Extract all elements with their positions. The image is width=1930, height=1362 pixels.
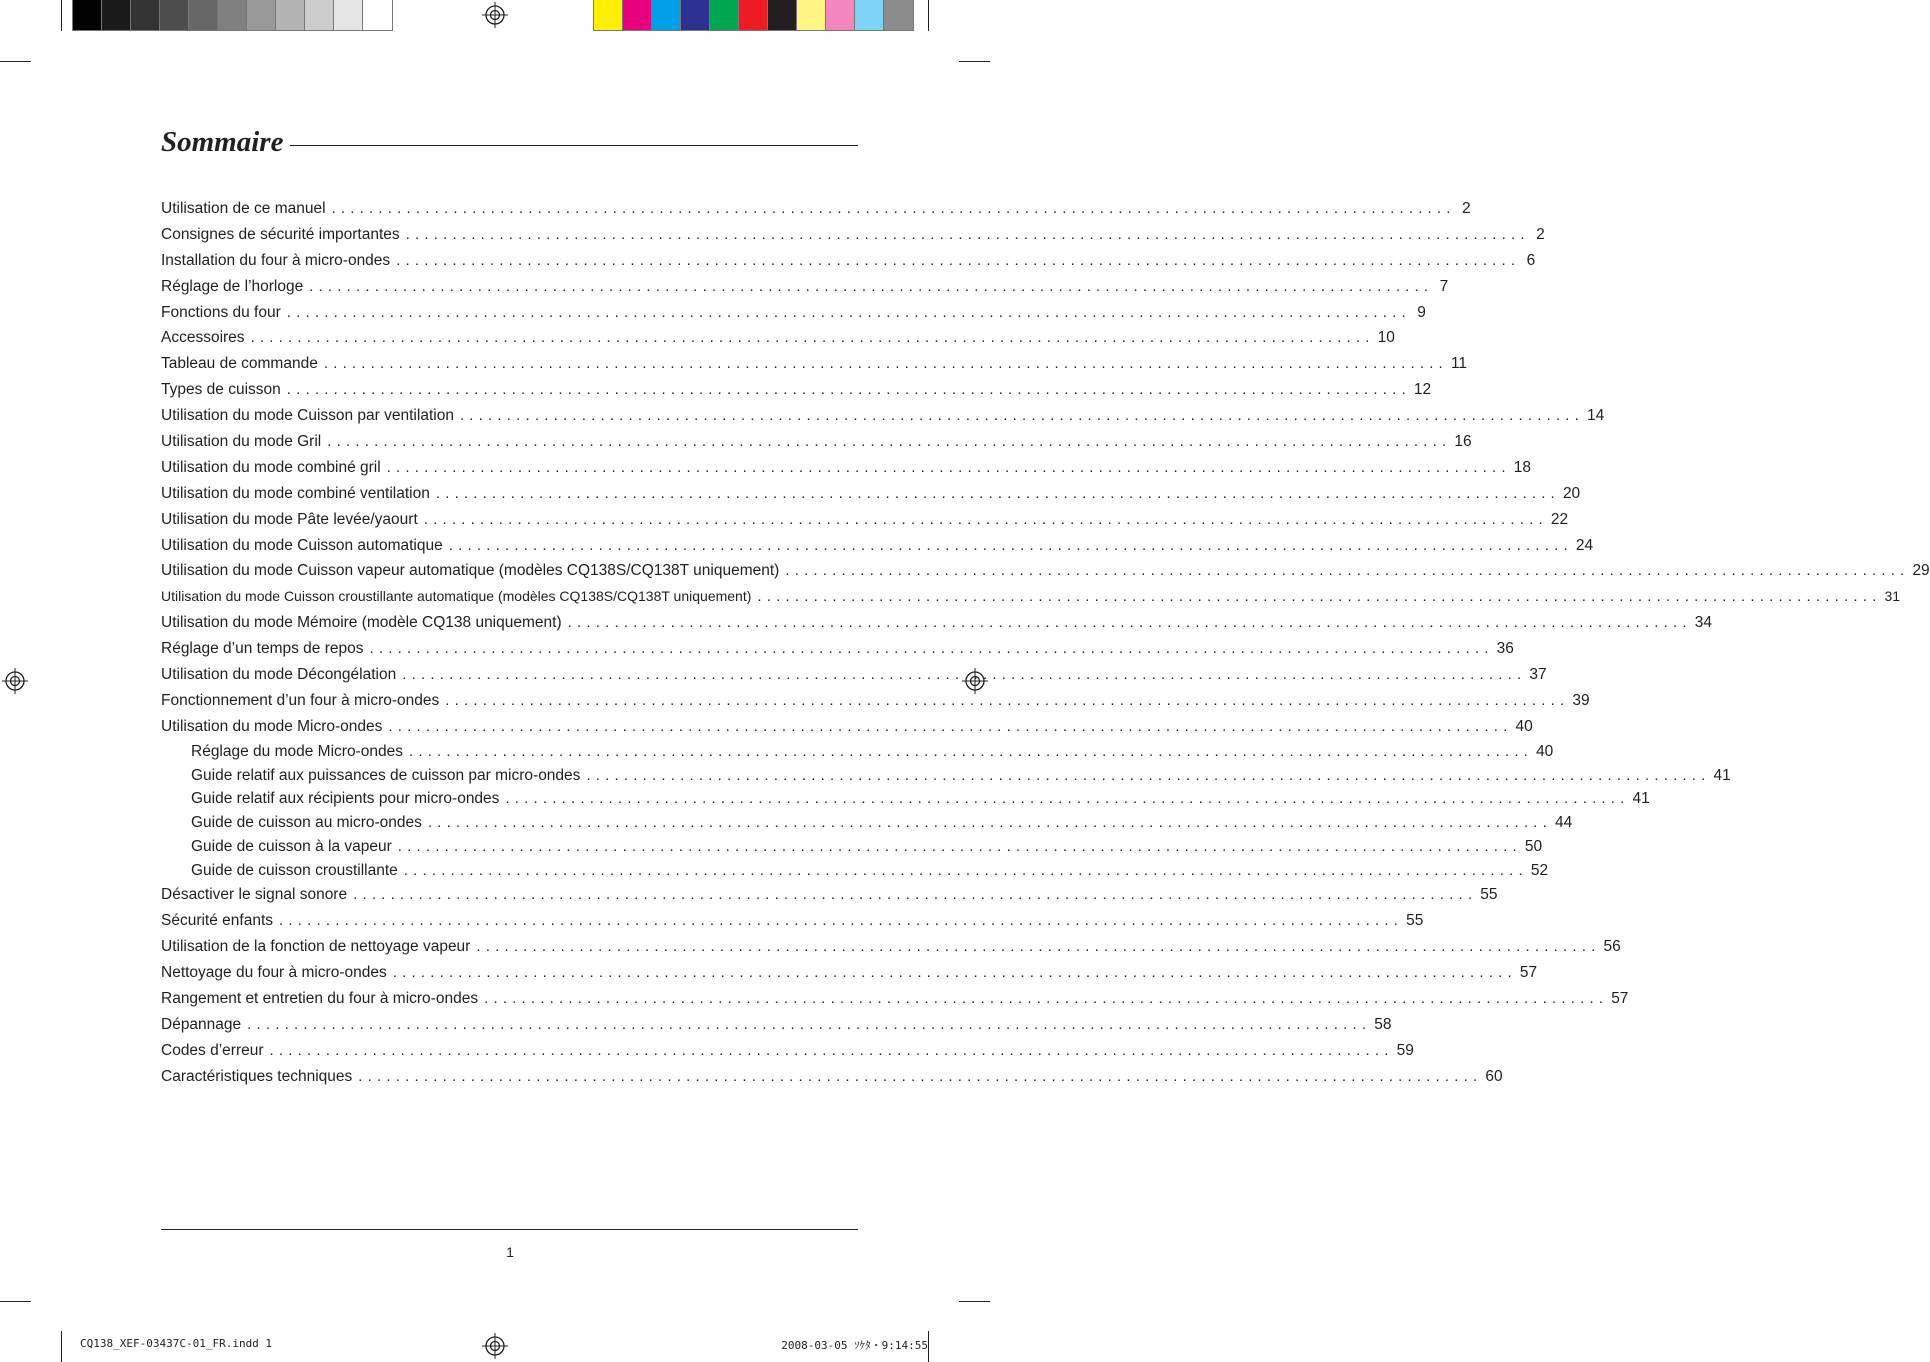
toc-entry-page: 50 bbox=[1524, 837, 1543, 855]
toc-entry[interactable] bbox=[161, 403, 1605, 429]
dot-leader: ........................................................................................................................ bbox=[247, 1015, 1372, 1033]
toc-entry-page: 41 bbox=[1713, 766, 1731, 784]
color-swatch bbox=[797, 0, 826, 30]
gray-swatch bbox=[334, 0, 363, 30]
toc-entry[interactable] bbox=[161, 351, 1468, 377]
toc-entry[interactable] bbox=[161, 196, 1471, 222]
dot-leader: ........................................................................................................................ bbox=[358, 1067, 1483, 1085]
page-heading bbox=[161, 122, 858, 162]
gray-swatch bbox=[131, 0, 160, 30]
crop-mark bbox=[928, 1331, 929, 1362]
toc-entry[interactable] bbox=[161, 636, 1514, 662]
toc-entry-label: Fonctions du four bbox=[161, 303, 281, 321]
toc-entry[interactable] bbox=[161, 455, 1532, 481]
dot-leader: ........................................................................................................................ bbox=[369, 640, 1494, 658]
title-rule bbox=[290, 145, 858, 146]
dot-leader: ........................................................................................................................ bbox=[250, 329, 1375, 347]
registration-mark-icon bbox=[482, 2, 508, 28]
dot-leader: ........................................................................................................................ bbox=[392, 964, 1517, 982]
crop-mark bbox=[959, 1301, 990, 1302]
gray-swatch bbox=[102, 0, 131, 30]
gray-calibration-bar bbox=[72, 0, 393, 31]
crop-mark bbox=[61, 0, 62, 31]
toc-entry-page: 31 bbox=[1884, 588, 1901, 605]
toc-entry-label: Utilisation du mode Pâte levée/yaourt bbox=[161, 510, 418, 528]
toc-entry-page: 56 bbox=[1603, 938, 1621, 956]
toc-entry-label: Utilisation du mode Décongélation bbox=[161, 666, 397, 684]
toc-entry-label: Utilisation du mode Micro-ondes bbox=[161, 717, 383, 735]
toc-subentry[interactable] bbox=[161, 811, 1573, 835]
dot-leader: ........................................................................................................................ bbox=[269, 1041, 1394, 1059]
page-title: Sommaire bbox=[161, 126, 284, 158]
color-swatch bbox=[623, 0, 652, 30]
toc-entry-label: Guide relatif aux puissances de cuisson par micro-ondes bbox=[191, 766, 581, 784]
toc-entry[interactable] bbox=[161, 429, 1472, 455]
toc-entry[interactable] bbox=[161, 533, 1594, 559]
gray-swatch bbox=[363, 0, 392, 30]
toc-entry[interactable] bbox=[161, 558, 1930, 584]
dot-leader: ........................................................................................................................ bbox=[435, 484, 1560, 502]
dot-leader: ........................................................................................................................ bbox=[427, 814, 1553, 832]
toc-entry-page: 55 bbox=[1406, 912, 1424, 930]
dot-leader: ........................................................................................................................ bbox=[402, 666, 1527, 684]
toc-entry-page: 12 bbox=[1413, 381, 1432, 399]
toc-entry-page: 59 bbox=[1396, 1041, 1414, 1059]
dot-leader: ........................................................................................................................ bbox=[286, 303, 1411, 321]
toc-entry-page: 60 bbox=[1485, 1067, 1503, 1085]
color-swatch bbox=[884, 0, 913, 30]
toc-subentry[interactable] bbox=[161, 787, 1650, 811]
toc-entry[interactable] bbox=[161, 908, 1424, 934]
toc-entry-page: 2 bbox=[1462, 200, 1471, 217]
gray-swatch bbox=[160, 0, 189, 30]
dot-leader: ........................................................................................................................ bbox=[408, 742, 1534, 760]
toc-entry-page: 37 bbox=[1529, 666, 1547, 684]
toc-entry-label: Nettoyage du four à micro-ondes bbox=[161, 964, 387, 982]
toc-subentry[interactable] bbox=[161, 835, 1543, 859]
toc-entry[interactable] bbox=[161, 481, 1581, 507]
toc-entry-page: 24 bbox=[1575, 536, 1594, 554]
crop-mark bbox=[959, 61, 990, 62]
crop-mark bbox=[61, 1331, 62, 1362]
toc-entry[interactable] bbox=[161, 1038, 1414, 1064]
toc-entry-label: Utilisation du mode Gril bbox=[161, 433, 322, 451]
dot-leader: ........................................................................................................................ bbox=[327, 433, 1452, 451]
toc-entry-label: Utilisation du mode Cuisson vapeur automatique (modèles CQ138S/CQ138T uniquement) bbox=[161, 562, 780, 580]
toc-entry-label: Utilisation du mode Cuisson automatique bbox=[161, 536, 443, 554]
toc-entry[interactable] bbox=[161, 300, 1426, 326]
gray-swatch bbox=[218, 0, 247, 30]
dot-leader: ........................................................................................................................ bbox=[445, 691, 1570, 709]
toc-entry-label: Installation du four à micro-ondes bbox=[161, 251, 391, 269]
toc-entry-label: Caractéristiques techniques bbox=[161, 1067, 353, 1085]
color-swatch bbox=[594, 0, 623, 30]
footer-rule bbox=[161, 1229, 858, 1230]
toc-entry-label: Réglage du mode Micro-ondes bbox=[191, 742, 403, 760]
dot-leader: ........................................................................................................................ bbox=[586, 766, 1711, 784]
toc-entry-page: 7 bbox=[1439, 277, 1449, 295]
gray-swatch bbox=[189, 0, 218, 30]
gray-swatch bbox=[305, 0, 334, 30]
toc-subentry[interactable] bbox=[161, 740, 1554, 764]
toc-entry-label: Sécurité enfants bbox=[161, 912, 274, 930]
dot-leader: ........................................................................................................................ bbox=[403, 861, 1528, 879]
toc-entry-label: Guide de cuisson au micro-ondes bbox=[191, 814, 422, 832]
toc-entry-page: 6 bbox=[1526, 251, 1536, 269]
toc-entry-page: 57 bbox=[1611, 990, 1629, 1008]
toc-entry-page: 18 bbox=[1513, 458, 1532, 476]
toc-entry-page: 57 bbox=[1519, 964, 1538, 982]
dot-leader: ........................................................................................................................ bbox=[448, 536, 1573, 554]
registration-mark-icon bbox=[2, 668, 28, 694]
dot-leader: ........................................................................................................................ bbox=[388, 717, 1513, 735]
dot-leader: ........................................................................................................................ bbox=[567, 614, 1692, 632]
toc-subentry[interactable] bbox=[161, 859, 1549, 883]
toc-entry-page: 52 bbox=[1530, 861, 1549, 879]
toc-entry[interactable] bbox=[161, 1064, 1503, 1090]
gray-swatch bbox=[73, 0, 102, 30]
crop-mark bbox=[928, 0, 929, 31]
toc-entry-page: 11 bbox=[1450, 355, 1468, 373]
color-swatch bbox=[652, 0, 681, 30]
toc-entry-label: Utilisation du mode Mémoire (modèle CQ138 uniquement) bbox=[161, 614, 562, 632]
toc-entry-label: Fonctionnement d’un four à micro-ondes bbox=[161, 691, 440, 709]
toc-entry-label: Dépannage bbox=[161, 1015, 242, 1033]
dot-leader: ........................................................................................................................ bbox=[505, 790, 1630, 808]
dot-leader: ........................................................................................................................ bbox=[386, 458, 1511, 476]
dot-leader: ........................................................................................................................ bbox=[423, 510, 1548, 528]
toc-entry[interactable] bbox=[161, 222, 1545, 248]
toc-entry-label: Utilisation du mode Cuisson croustillante automatique (modèles CQ138S/CQ138T uniquement) bbox=[161, 588, 752, 605]
page-number: 1 bbox=[506, 1244, 514, 1260]
color-swatch bbox=[710, 0, 739, 30]
color-swatch bbox=[739, 0, 768, 30]
crop-mark bbox=[0, 61, 31, 62]
toc-entry-label: Utilisation du mode combiné gril bbox=[161, 458, 381, 476]
toc-entry[interactable] bbox=[161, 248, 1536, 274]
toc-entry-page: 44 bbox=[1555, 814, 1573, 832]
dot-leader: ........................................................................................................................ bbox=[323, 355, 1448, 373]
dot-leader: ........................................................................................................................ bbox=[396, 251, 1521, 269]
toc-entry-label: Réglage d’un temps de repos bbox=[161, 640, 364, 658]
toc-entry-page: 10 bbox=[1377, 329, 1395, 347]
toc-entry-page: 41 bbox=[1632, 790, 1650, 808]
toc-entry[interactable] bbox=[161, 1012, 1392, 1038]
toc-entry-page: 14 bbox=[1587, 407, 1605, 425]
table-of-contents bbox=[161, 196, 1930, 1090]
toc-entry-label: Utilisation de ce manuel bbox=[161, 200, 326, 217]
toc-entry-label: Utilisation de la fonction de nettoyage vapeur bbox=[161, 938, 471, 956]
toc-entry[interactable] bbox=[161, 960, 1538, 986]
registration-mark-icon bbox=[482, 1333, 508, 1359]
toc-entry[interactable] bbox=[161, 610, 1712, 636]
dot-leader: ........................................................................................................................ bbox=[331, 200, 1456, 217]
toc-entry[interactable] bbox=[161, 986, 1629, 1012]
toc-entry[interactable] bbox=[161, 274, 1449, 300]
dot-leader: ........................................................................................................................ bbox=[309, 277, 1434, 295]
dot-leader: ........................................................................................................................ bbox=[476, 938, 1601, 956]
toc-entry-page: 9 bbox=[1417, 303, 1426, 321]
toc-entry[interactable] bbox=[161, 934, 1621, 960]
dot-leader: ........................................................................................................................ bbox=[405, 225, 1530, 243]
dot-leader: ........................................................................................................................ bbox=[279, 912, 1404, 930]
toc-entry-page: 39 bbox=[1572, 691, 1590, 709]
toc-entry[interactable] bbox=[161, 584, 1901, 610]
toc-entry-label: Réglage de l’horloge bbox=[161, 277, 304, 295]
color-swatch bbox=[768, 0, 797, 30]
toc-entry-label: Utilisation du mode Cuisson par ventilation bbox=[161, 407, 454, 425]
toc-entry-label: Guide de cuisson à la vapeur bbox=[191, 837, 392, 855]
toc-entry-page: 36 bbox=[1496, 640, 1514, 658]
color-swatch bbox=[681, 0, 710, 30]
toc-entry-label: Codes d’erreur bbox=[161, 1041, 264, 1059]
gray-swatch bbox=[247, 0, 276, 30]
toc-entry-label: Utilisation du mode combiné ventilation bbox=[161, 484, 430, 502]
toc-entry-page: 40 bbox=[1515, 717, 1533, 735]
toc-entry[interactable] bbox=[161, 714, 1533, 740]
toc-entry-label: Guide relatif aux récipients pour micro-ondes bbox=[191, 790, 500, 808]
toc-entry[interactable] bbox=[161, 688, 1590, 714]
dot-leader: ........................................................................................................................ bbox=[785, 562, 1910, 580]
dot-leader: ........................................................................................................................ bbox=[286, 381, 1411, 399]
toc-subentry[interactable] bbox=[161, 764, 1731, 788]
toc-entry-page: 34 bbox=[1694, 614, 1712, 632]
toc-entry-page: 40 bbox=[1536, 742, 1554, 760]
toc-entry-page: 22 bbox=[1550, 510, 1569, 528]
toc-entry-page: 58 bbox=[1374, 1015, 1392, 1033]
toc-entry-page: 2 bbox=[1536, 225, 1545, 243]
toc-entry-label: Désactiver le signal sonore bbox=[161, 886, 348, 904]
dot-leader: ........................................................................................................................ bbox=[353, 886, 1478, 904]
toc-entry[interactable] bbox=[161, 882, 1498, 908]
toc-entry-page: 16 bbox=[1454, 433, 1472, 451]
toc-entry-label: Rangement et entretien du four à micro-ondes bbox=[161, 990, 479, 1008]
toc-entry-label: Consignes de sécurité importantes bbox=[161, 225, 400, 243]
toc-entry[interactable] bbox=[161, 377, 1432, 403]
color-swatch bbox=[855, 0, 884, 30]
color-calibration-bar bbox=[593, 0, 914, 31]
toc-entry-page: 29 bbox=[1912, 562, 1930, 580]
toc-entry[interactable] bbox=[161, 325, 1395, 351]
dot-leader: ........................................................................................................................ bbox=[484, 990, 1609, 1008]
dot-leader: ........................................................................................................................ bbox=[397, 837, 1522, 855]
slug-filename: CQ138_XEF-03437C-01_FR.indd 1 bbox=[80, 1337, 273, 1350]
toc-entry-label: Accessoires bbox=[161, 329, 245, 347]
toc-entry-page: 20 bbox=[1562, 484, 1581, 502]
toc-entry-label: Types de cuisson bbox=[161, 381, 281, 399]
gray-swatch bbox=[276, 0, 305, 30]
dot-leader: ........................................................................................................................ bbox=[757, 588, 1882, 606]
slug-date: 2008-03-05 ｿｹﾀ・9:14:55 bbox=[781, 1339, 928, 1352]
dot-leader: ........................................................................................................................ bbox=[459, 407, 1585, 425]
toc-entry[interactable] bbox=[161, 662, 1547, 688]
color-swatch bbox=[826, 0, 855, 30]
toc-entry[interactable] bbox=[161, 507, 1569, 533]
toc-entry-page: 55 bbox=[1480, 886, 1498, 904]
toc-entry-label: Guide de cuisson croustillante bbox=[191, 861, 398, 879]
crop-mark bbox=[0, 1301, 31, 1302]
toc-entry-label: Tableau de commande bbox=[161, 355, 318, 373]
